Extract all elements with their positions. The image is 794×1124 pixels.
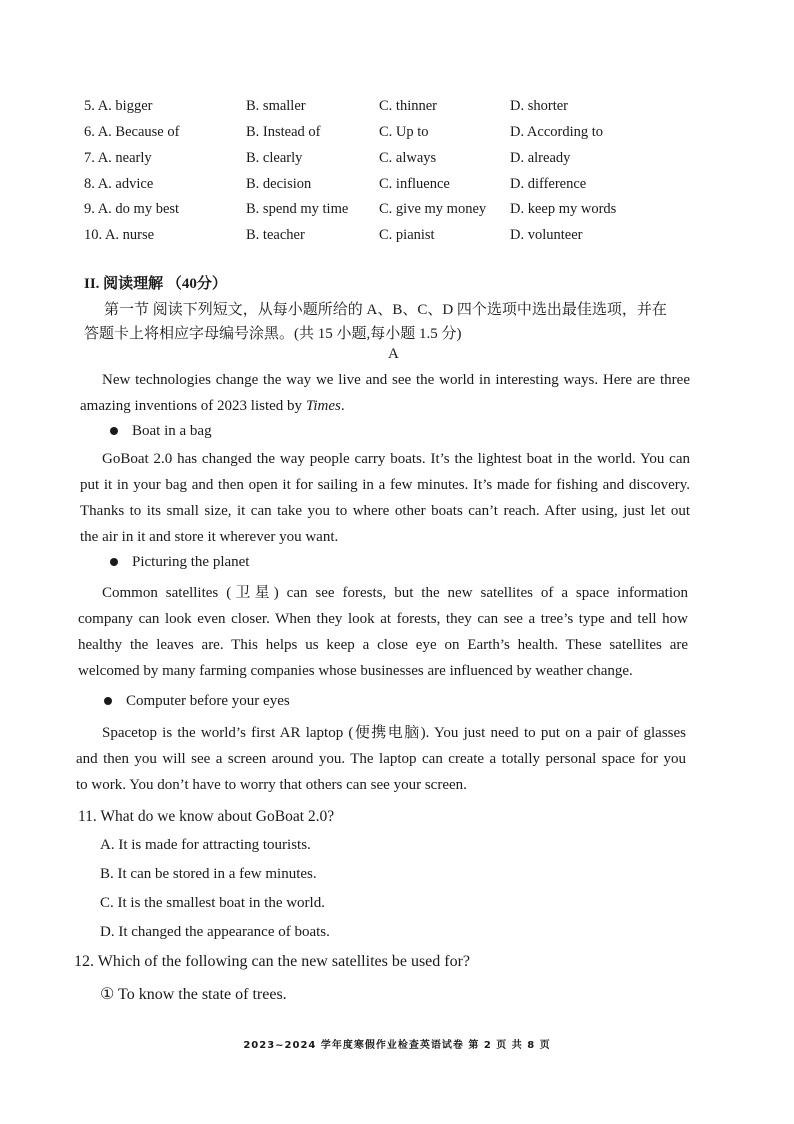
option: C. Up to	[379, 124, 429, 140]
section-title: II. 阅读理解 （40分）	[84, 276, 227, 292]
option: C. influence	[379, 176, 450, 192]
option: D. shorter	[510, 98, 568, 114]
text-line: put it in your bag and then open it for sailing in a few minutes. It’s made for fishing and discovery.	[80, 477, 690, 493]
text-line: company can look even closer. When they look at forests, they can see a tree’s type and tell how	[78, 611, 688, 627]
passage-intro	[80, 367, 690, 419]
bullet-heading	[104, 693, 290, 710]
text-line: to work. You don’t have to worry that others can see your screen.	[76, 777, 467, 793]
paragraph	[78, 580, 688, 684]
text-line: Thanks to its small size, it can take you to where other boats can’t reach. After using, just let out	[80, 503, 690, 519]
option: D. volunteer	[510, 227, 583, 243]
option: 6. A. Because of	[84, 124, 180, 140]
question-option: B. It can be stored in a few minutes.	[100, 866, 317, 882]
bullet-dot-icon	[110, 558, 118, 566]
question-option: C. It is the smallest boat in the world.	[100, 895, 325, 911]
question-11: 11. What do we know about GoBoat 2.0?	[78, 808, 335, 825]
bullet-dot-icon	[104, 697, 112, 705]
text-line: New technologies change the way we live and see the world in interesting ways. Here are three	[102, 372, 690, 388]
option: C. always	[379, 150, 437, 166]
option: C. give my money	[379, 201, 487, 217]
bullet-label: Picturing the planet	[132, 554, 250, 570]
option: B. decision	[246, 176, 312, 192]
option: B. clearly	[246, 150, 303, 166]
text-line: and then you will see a screen around you. The laptop can create a totally personal space for you	[76, 751, 686, 767]
option: D. already	[510, 150, 571, 166]
options-row	[84, 150, 724, 172]
text-line: healthy the leaves are. This helps us keep a close eye on Earth’s health. These satellites are	[78, 637, 688, 653]
page-footer: 2023~2024 学年度寒假作业检查英语试卷 第 2 页 共 8 页	[243, 1040, 551, 1051]
text-line: GoBoat 2.0 has changed the way people carry boats. It’s the lightest boat in the world. You can	[102, 451, 690, 467]
text-span: amazing inventions of 2023 listed by	[80, 398, 306, 414]
options-row	[84, 176, 724, 198]
text-span: .	[340, 398, 345, 414]
text-line: welcomed by many farming companies whose businesses are influenced by weather change.	[78, 663, 633, 679]
options-row	[84, 201, 724, 223]
bullet-heading	[110, 423, 212, 440]
option: B. teacher	[246, 227, 305, 243]
option: C. pianist	[379, 227, 435, 243]
option: C. thinner	[379, 98, 437, 114]
question-item: ① To know the state of trees.	[100, 986, 287, 1003]
bullet-label: Boat in a bag	[132, 423, 212, 439]
text-line	[80, 393, 690, 419]
option: 5. A. bigger	[84, 98, 153, 114]
options-row	[84, 227, 724, 249]
text-line: Common satellites (卫星) can see forests, but the new satellites of a space information	[102, 585, 688, 601]
option: B. smaller	[246, 98, 306, 114]
option: D. According to	[510, 124, 604, 140]
bullet-dot-icon	[110, 427, 118, 435]
option: 8. A. advice	[84, 176, 154, 192]
option: B. Instead of	[246, 124, 321, 140]
options-row	[84, 98, 724, 120]
bullet-heading	[110, 554, 249, 571]
question-12: 12. Which of the following can the new satellites be used for?	[74, 953, 471, 970]
text-line: Spacetop is the world’s first AR laptop (便携电脑). You just need to put on a pair of glasses	[102, 725, 686, 741]
options-row	[84, 124, 724, 146]
italic-source: Times	[305, 398, 341, 414]
option: D. keep my words	[510, 201, 617, 217]
option: 7. A. nearly	[84, 150, 152, 166]
text-line: the air in it and store it wherever you want.	[80, 529, 339, 545]
paragraph	[76, 720, 686, 798]
option: 9. A. do my best	[84, 201, 180, 217]
section-instruction: 第一节 阅读下列短文，从每小题所给的 A、B、C、D 四个选项中选出最佳选项，并在	[104, 302, 667, 318]
option: D. difference	[510, 176, 587, 192]
question-option: A. It is made for attracting tourists.	[100, 837, 311, 853]
passage-label: A	[388, 346, 399, 362]
question-option: D. It changed the appearance of boats.	[100, 924, 330, 940]
paragraph	[80, 446, 690, 550]
bullet-label: Computer before your eyes	[126, 693, 290, 709]
section-instruction: 答题卡上将相应字母编号涂黑。(共 15 小题,每小题 1.5 分)	[84, 326, 462, 342]
option: 10. A. nurse	[84, 227, 155, 243]
option: B. spend my time	[246, 201, 349, 217]
